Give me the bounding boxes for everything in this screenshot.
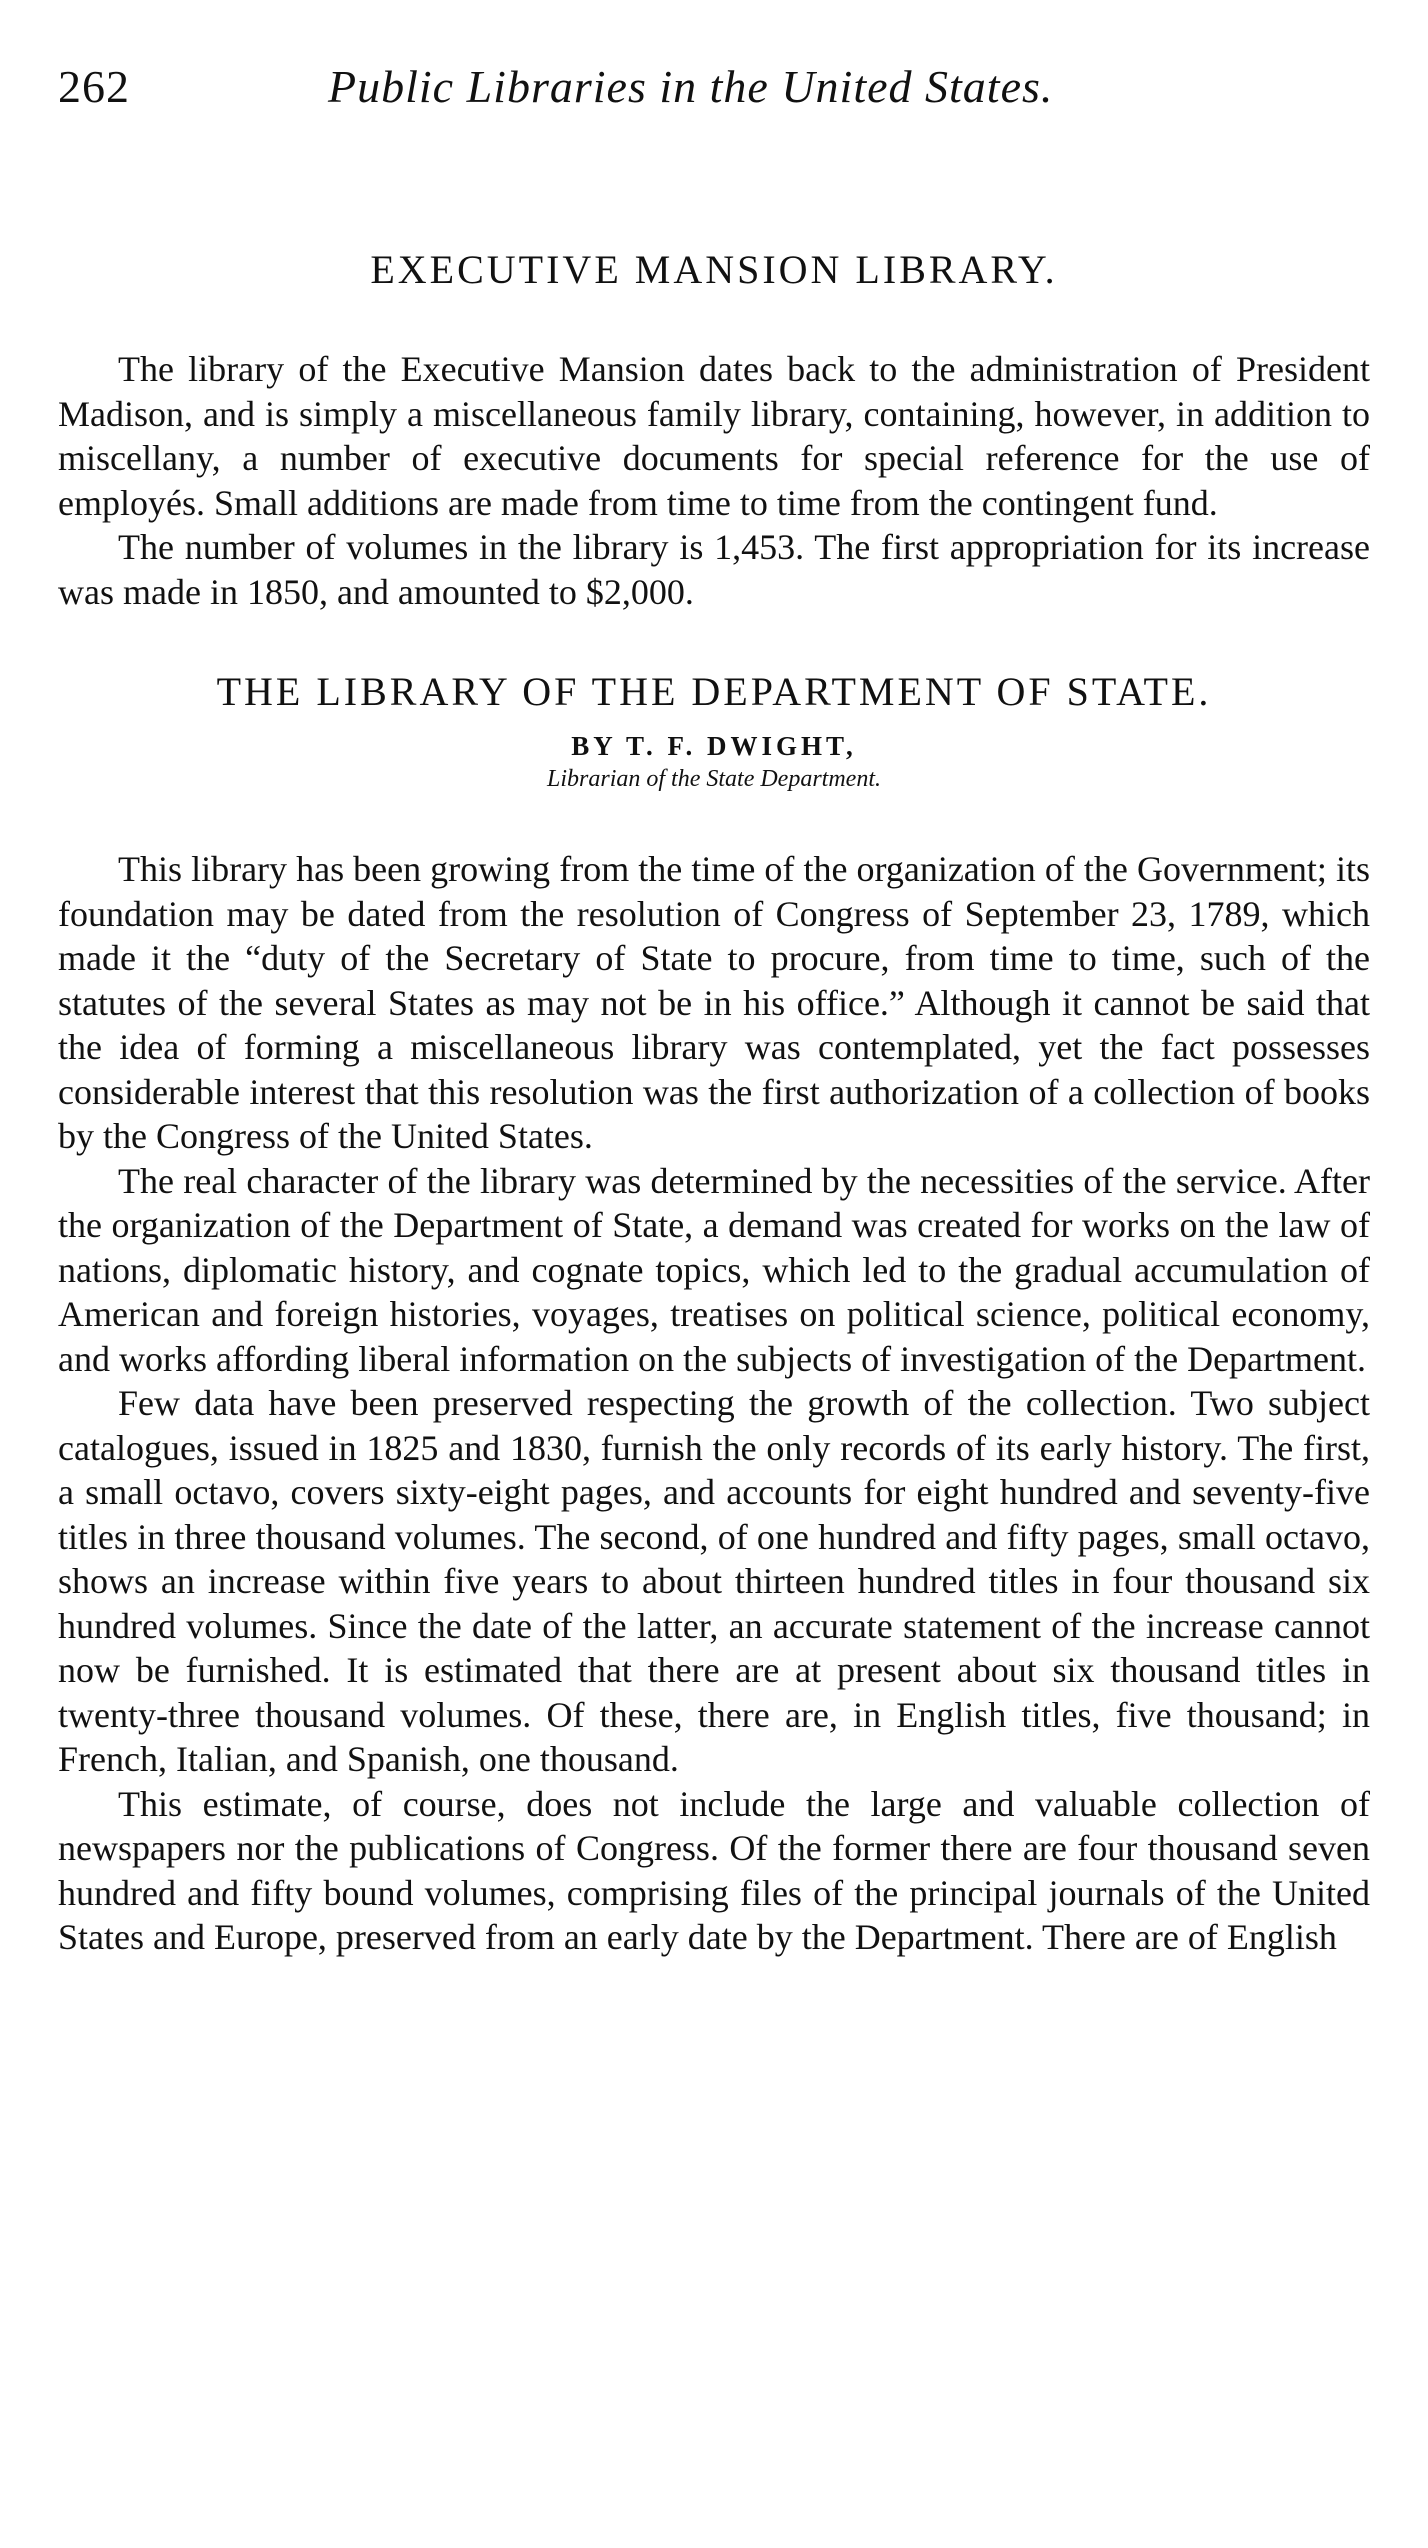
paragraph: The number of volumes in the library is 1,453. The first appropriation for its increase was made in 1850, and amounted to $2,000. — [58, 527, 1370, 612]
author-byline: BY T. F. DWIGHT, — [571, 731, 857, 761]
paragraph: The real character of the library was determined by the necessities of the service. After the organization of the Department of State, a demand was created for works on the law of nations, diplomatic history, and cognate topics, which led to the gradual accumulation of American and foreign histories, voyages, treatises on political science, political economy, and works affording liberal information on the subjects of investigation of the Department. — [58, 1160, 1370, 1379]
paragraph: The library of the Executive Mansion dates back to the administration of President Madison, and is simply a miscellaneous family library, containing, however, in addition to miscellany, a number of executive documents for special reference for the use of employés. Small additions are made from time to time from the contingent fund. — [58, 349, 1370, 523]
book-page — [58, 60, 1370, 1960]
section-heading-department-of-state: THE LIBRARY OF THE DEPARTMENT OF STATE. — [216, 669, 1212, 714]
paragraph: This library has been growing from the time of the organization of the Government; its foundation may be dated from the resolution of Congress of September 23, 1789, which made it the “duty of the Secretary of State to procure, from time to time, such of the statutes of the several States as may not be in his office.” Although it cannot be said that the idea of forming a miscellaneous library was contemplated, yet the fact possesses considerable interest that this resolution was the first authorization of a collection of books by the Congress of the United States. — [58, 849, 1370, 1156]
running-title: Public Libraries in the United States. — [328, 61, 1054, 112]
running-head — [58, 60, 1370, 130]
paragraph: Few data have been preserved respecting the growth of the collection. Two subject catalogues, issued in 1825 and 1830, furnish the only records of its early history. The first, a small octavo, covers sixty-eight pages, and accounts for eight hundred and seventy-five titles in three thousand volumes. The second, of one hundred and fifty pages, small octavo, shows an increase within five years to about thirteen hundred titles in four thousand six hundred volumes. Since the date of the latter, an accurate statement of the increase cannot now be furnished. It is estimated that there are at present about six thousand titles in twenty-three thousand volumes. Of these, there are, in English titles, five thousand; in French, Italian, and Spanish, one thousand. — [58, 1383, 1370, 1779]
paragraph: This estimate, of course, does not include the large and valuable collection of newspapers nor the publications of Congress. Of the former there are four thousand seven hundred and fifty bound volumes, comprising files of the principal journals of the United States and Europe, preserved from an early date by the Department. There are of English — [58, 1783, 1370, 1957]
section-heading-executive-mansion: EXECUTIVE MANSION LIBRARY. — [370, 247, 1058, 292]
author-affiliation: Librarian of the State Department. — [547, 766, 881, 792]
page-number: 262 — [58, 61, 130, 112]
